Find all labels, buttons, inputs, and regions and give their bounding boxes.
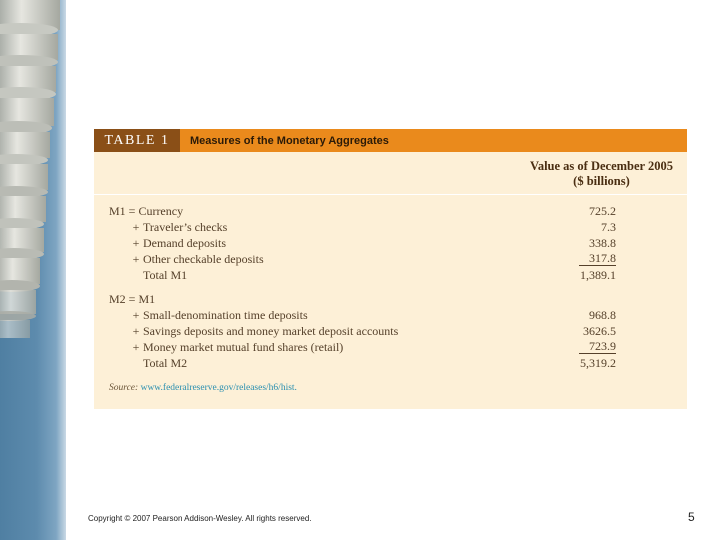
row-label: Money market mutual fund shares (retail) — [143, 340, 344, 354]
table-row — [94, 236, 687, 252]
total-m1-value: 1,389.1 — [580, 268, 616, 282]
row-label: Other checkable deposits — [143, 252, 264, 266]
m1-currency-value: 725.2 — [589, 204, 616, 218]
table-row — [94, 220, 687, 236]
table-row-total-m2 — [94, 356, 687, 372]
row-value: 3626.5 — [583, 324, 616, 338]
table-row-m1-currency — [94, 204, 687, 220]
total-m2-value: 5,319.2 — [580, 356, 616, 370]
table-number-tag: TABLE 1 — [94, 129, 180, 152]
value-column-header — [530, 159, 673, 189]
table-row — [94, 252, 687, 268]
table-row — [94, 340, 687, 356]
source-label: Source: — [109, 383, 139, 393]
table-title: Measures of the Monetary Aggregates — [180, 129, 687, 152]
plus-sign: + — [132, 308, 140, 322]
source-link[interactable]: www.federalreserve.gov/releases/h6/hist. — [140, 383, 297, 393]
page-number: 5 — [688, 510, 695, 524]
row-label: Savings deposits and money market deposit accounts — [143, 324, 399, 338]
value-column-header-line1: Value as of December 2005 — [529, 159, 673, 173]
table-row-total-m1 — [94, 268, 687, 284]
monetary-aggregates-table — [94, 129, 687, 409]
row-label: Traveler’s checks — [143, 220, 228, 234]
plus-sign: + — [132, 324, 140, 338]
row-label: Demand deposits — [143, 236, 226, 250]
coin-stack-decoration — [0, 0, 66, 540]
plus-sign: + — [132, 252, 140, 266]
header-divider — [94, 194, 687, 195]
total-m2-label: Total M2 — [143, 356, 188, 370]
table-source-note — [109, 383, 297, 393]
value-column-header-line2: ($ billions) — [573, 174, 630, 188]
coin-stack-icon — [0, 0, 66, 540]
row-value: 317.8 — [579, 252, 616, 266]
row-label: Small-denomination time deposits — [143, 308, 308, 322]
table-row — [94, 308, 687, 324]
table-row — [94, 324, 687, 340]
m1-lead-label: M1 = Currency — [109, 204, 184, 218]
plus-sign: + — [132, 220, 140, 234]
row-value: 968.8 — [589, 308, 616, 322]
plus-sign: + — [132, 236, 140, 250]
plus-sign: + — [132, 340, 140, 354]
row-value: 723.9 — [579, 340, 616, 354]
table-row-m2-lead — [94, 292, 687, 308]
total-m1-label: Total M1 — [143, 268, 188, 282]
row-value: 7.3 — [601, 220, 616, 234]
copyright-footer: Copyright © 2007 Pearson Addison-Wesley. All rights reserved. — [88, 514, 312, 523]
row-value: 338.8 — [589, 236, 616, 250]
table-header — [94, 129, 687, 152]
m2-lead-label: M2 = M1 — [109, 292, 156, 306]
